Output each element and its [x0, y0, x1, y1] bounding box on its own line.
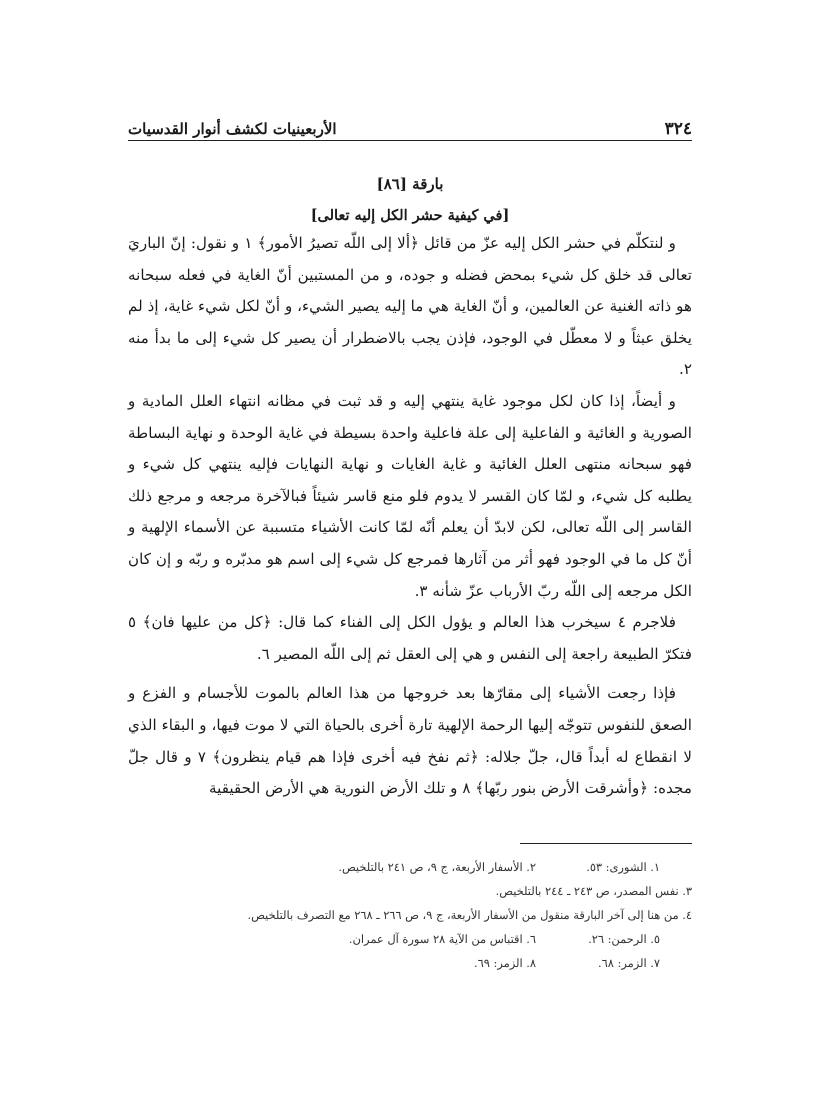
- running-title: الأربعينيات لكشف أنوار القدسيات: [128, 120, 337, 138]
- footnote-4: ٤. من هنا إلى آخر البارقة منقول من الأسفار الأربعة، ج ٩، ص ٢٦٦ ـ ٢٦٨ مع التصرف بالتلخيص.: [247, 908, 692, 922]
- footnote-6: ٦. اقتباس من الآية ٢٨ سورة آل عمران.: [348, 932, 536, 946]
- paragraph-4: فإذا رجعت الأشياء إلى مقارّها بعد خروجها من هذا العالم بالموت للأجسام و الفزع و الصعق للنفوس تتوجّه إليها الرحمة الإلهية تارة أخرى بالحياة التي لا موت فيها، و البقاء الذي لا انقطاع له أبداً قال، جلّ جلاله: ﴿ثم نفخ فيه أخرى فإذا هم قيام ينظرون﴾ ٧ و قال جلّ مجده: ﴿وأشرقت الأرض بنور ربّها﴾ ٨ و تلك الأرض النورية هي الأرض الحقيقية: [128, 684, 692, 798]
- paragraph-1: و لنتكلّم في حشر الكل إليه عزّ من قائل ﴿ألا إلى اللّه تصيرُ الأمور﴾ ١ و نقول: إنّ الباريَ تعالى قد خلق كل شيء بمحض فضله و جوده، و من المستبين أنّ الغاية في فعله سبحانه هو ذاته الغنية عن العالمين، و أنّ الغاية هي ما إليه يصير الشيء، و أنّ لكل شيء غاية، إذ لم يخلق عبثاً و لا معطّل في الوجود، فإذن يجب بالاضطرار أن يصير كل شيء إلى ما بدأ منه ٢.: [128, 234, 692, 379]
- footnote-5: ٥. الرحمن: ٢٦.: [588, 932, 660, 946]
- page-header: [128, 112, 692, 141]
- footnotes: [128, 855, 692, 975]
- footnote-1: ١. الشورى: ٥٣.: [586, 860, 660, 874]
- section-subheading: [في كيفية حشر الكل إليه تعالى]: [310, 207, 510, 224]
- footnote-row: [128, 879, 692, 903]
- footnote-divider: [520, 843, 692, 844]
- page-number: ٣٢٤: [664, 119, 692, 139]
- footnote-row: [128, 927, 692, 951]
- paragraph-2: و أيضاً، إذا كان لكل موجود غاية ينتهي إليه و قد ثبت في مظانه انتهاء العلل المادية و الصورية و الغائية و الفاعلية إلى علة فاعلية واحدة بسيطة في غاية الوحدة و نهاية البساطة فهو سبحانه منتهى العلل الغائية و غاية الغايات و نهاية النهايات فإليه ينتهي كل شيء و يطلبه كل شيء، و لمّا كان القسر لا يدوم فلو منع قاسر شيئاً فبالآخرة مرجعه و مرجع ذلك القاسر إلى اللّه تعالى، لكن لابدّ أن يعلم أنّه لمّا كانت الأشياء متسببة عن الأسماء الإلهية و أنّ كل ما في الوجود فهو أثر من آثارها فمرجع كل شيء إلى اسم هو مدبّره و ربّه و إن كان الكل مرجعه إلى اللّه ربّ الأرباب عزّ شأنه ٣.: [128, 391, 692, 600]
- footnote-row: [128, 951, 692, 975]
- footnote-7: ٧. الزمر: ٦٨.: [597, 956, 660, 970]
- section-heading: بارقة [٨٦]: [376, 175, 444, 193]
- body-text: [128, 228, 692, 805]
- footnote-8: ٨. الزمر: ٦٩.: [473, 956, 536, 970]
- footnote-2: ٢. الأسفار الأربعة، ج ٩، ص ٢٤١ بالتلخيص.: [338, 860, 536, 874]
- paragraph-3: فلاجرم ٤ سيخرب هذا العالم و يؤول الكل إلى الفناء كما قال: ﴿كل من عليها فان﴾ ٥ فتكرّ الطبيعة راجعة إلى النفس و هي إلى العقل ثم إلى اللّه المصير ٦.: [128, 613, 692, 663]
- footnote-row: [128, 903, 692, 927]
- footnote-3: ٣. نفس المصدر، ص ٢٤٣ ـ ٢٤٤ بالتلخيص.: [495, 884, 692, 898]
- footnote-row: [128, 855, 692, 879]
